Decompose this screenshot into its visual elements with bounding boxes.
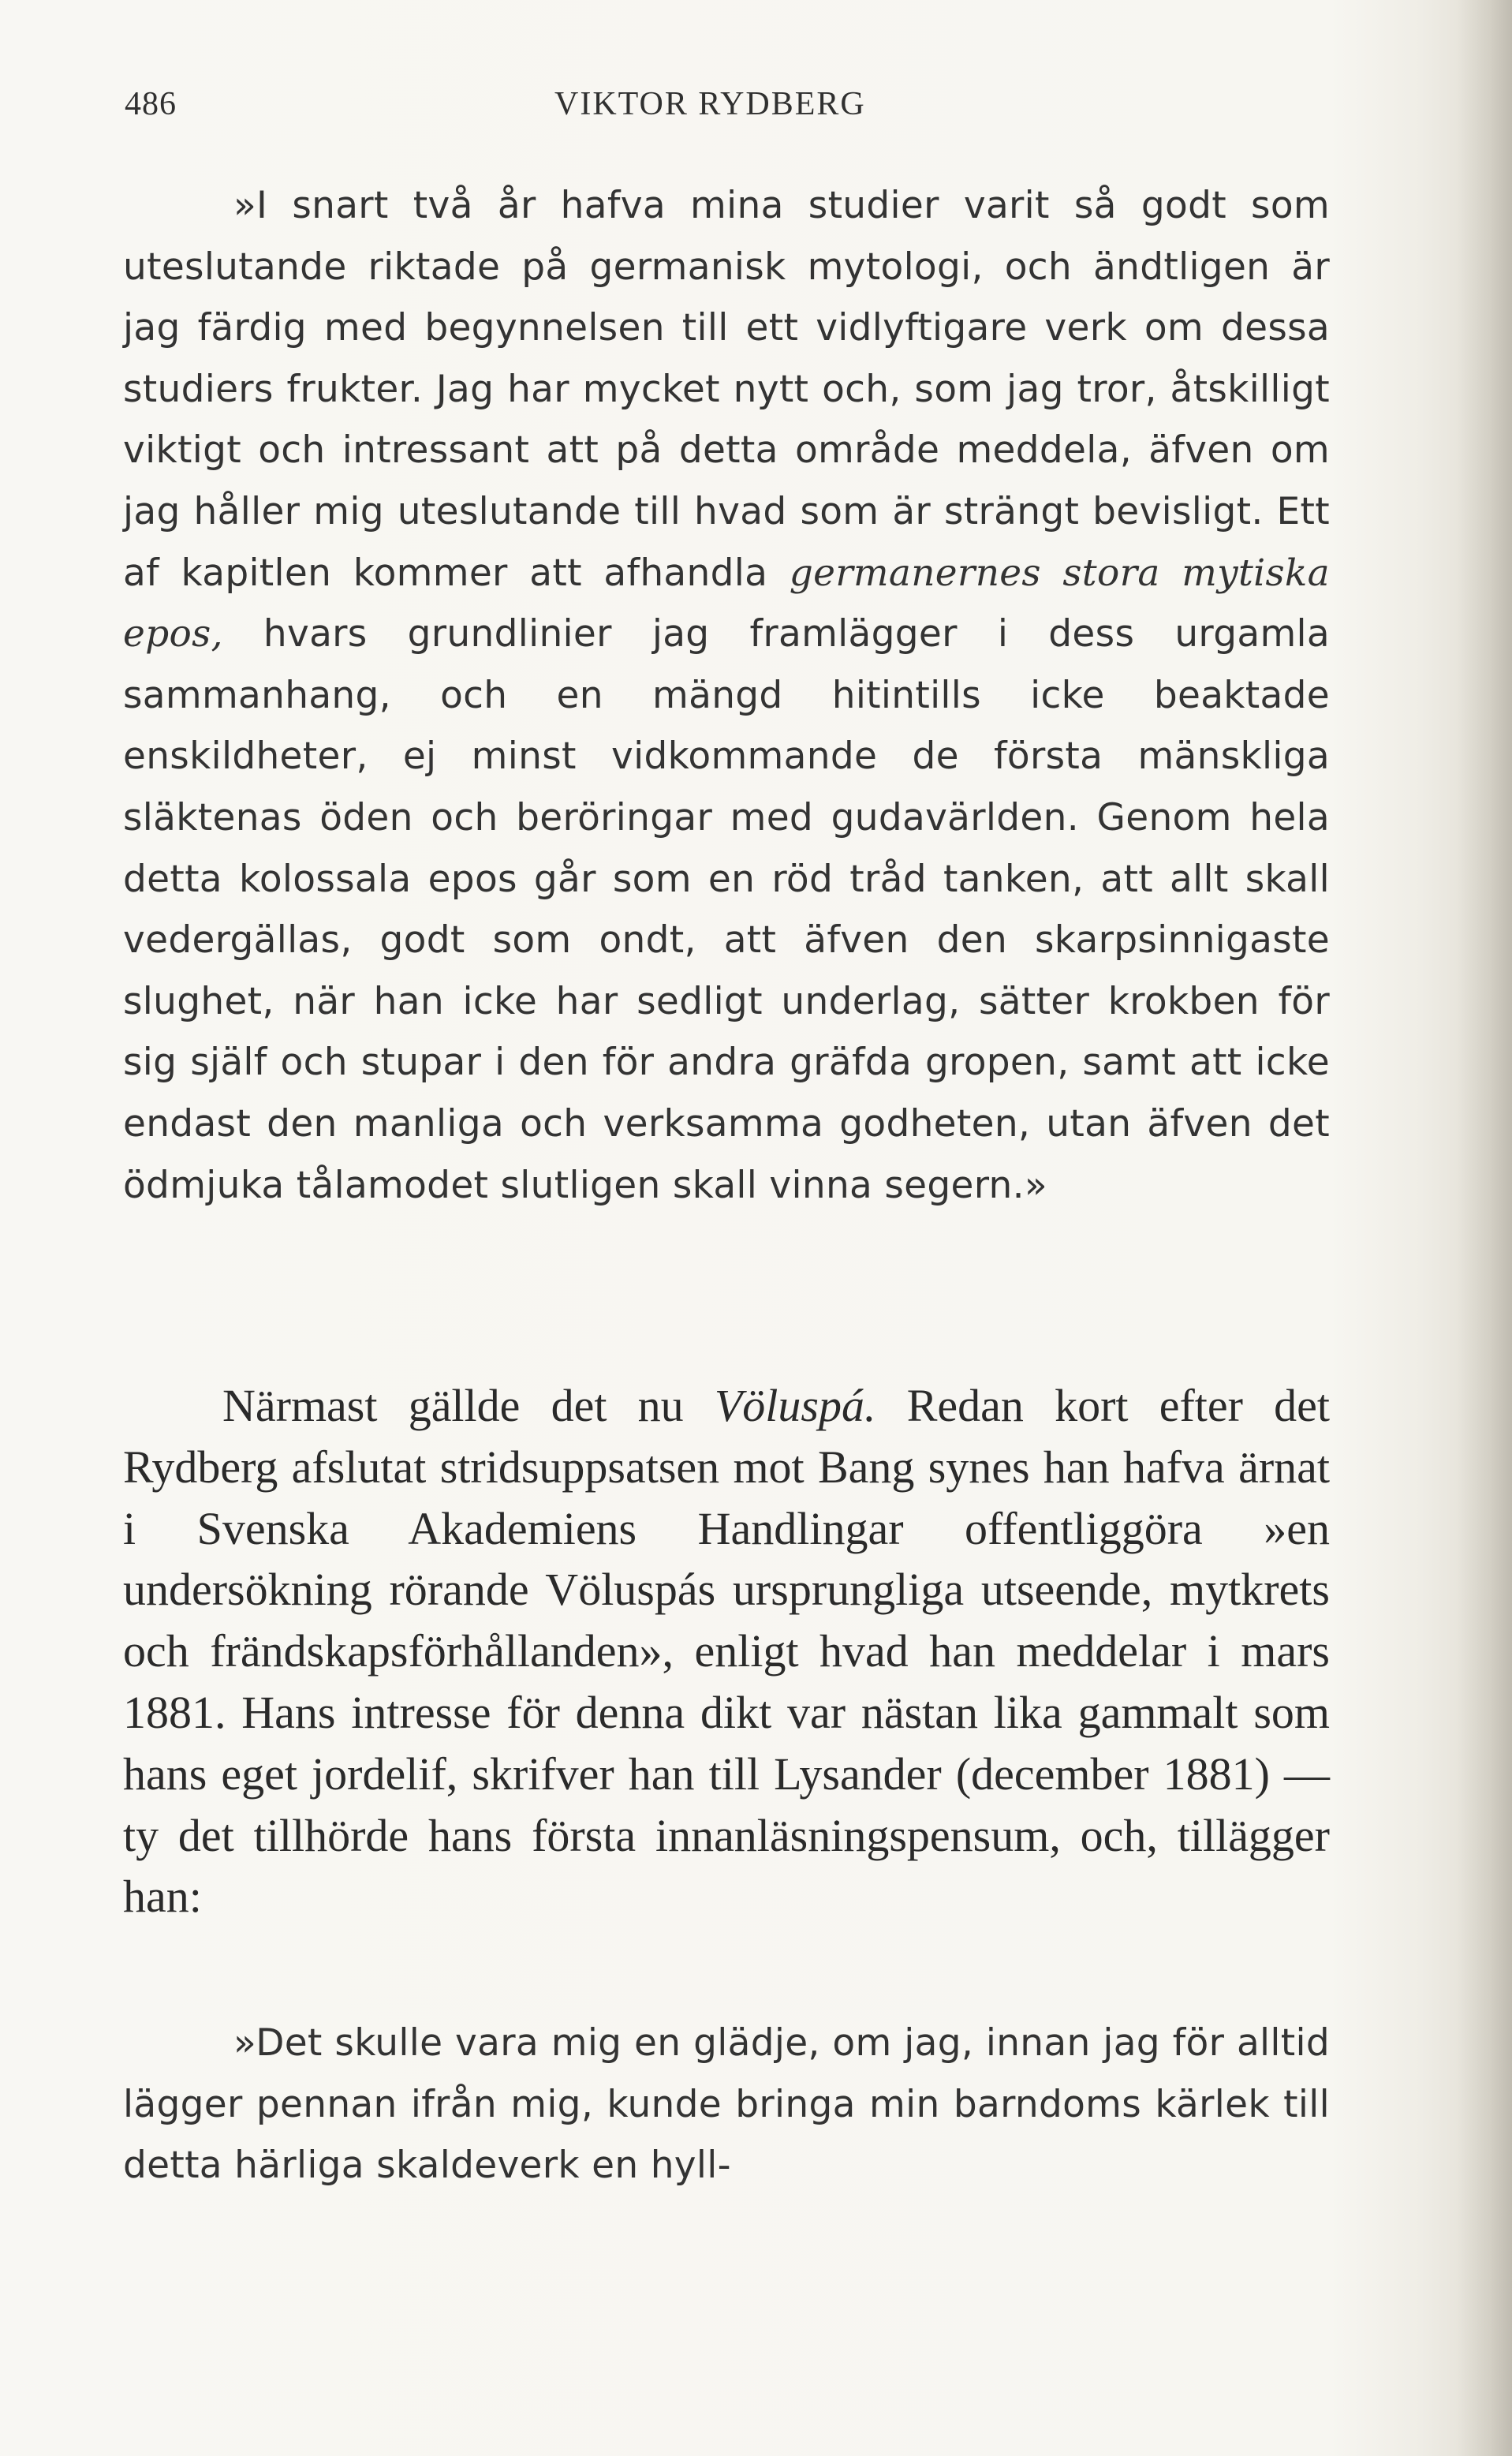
- body-paragraph: [123, 1375, 1330, 1927]
- body-paragraph-text: [123, 1375, 1330, 1927]
- quote-paragraph: [123, 175, 1330, 1216]
- body-italic-title: Völuspá.: [714, 1380, 876, 1431]
- quote-italic-phrase: germanernes stora mytiska epos,: [123, 551, 1330, 656]
- body-text-start: Närmast gällde det nu: [222, 1380, 715, 1431]
- letter-quote-1: [123, 175, 1330, 1216]
- body-text-end: Redan kort efter det Rydberg afslutat stridsuppsatsen mot Bang synes han hafva ärnat i Svenska Akademiens Handlingar offentliggöra »en undersökning rörande Völuspás ursprungliga utseende, mytkrets och frändskapsförhållanden», enligt hvad han meddelar i mars 1881. Hans intresse för denna dikt var nästan lika gammalt som hans eget jordelif, skrifver han till Lysander (december 1881) — ty det tillhörde hans första innanläsningspensum, och, tillägger han:: [123, 1380, 1330, 1923]
- quote-text-end: hvars grundlinier jag framlägger i dess urgamla sammanhang, och en mängd hitintills icke beaktade enskildheter, ej minst vidkommande de första mänskliga släktenas öden och beröringar med gudavärlden. Genom hela detta kolossala epos går som en röd tråd tanken, att allt skall vedergällas, godt som ondt, att äfven den skarpsinnigaste slughet, när han icke har sedligt underlag, sätter krokben för sig själf och stupar i den för andra gräfda gropen, samt att icke endast den manliga och verksamma godheten, utan äfven det ödmjuka tålamodet slutligen skall vinna segern.»: [123, 612, 1330, 1207]
- binding-shadow: [1457, 0, 1512, 2456]
- page-header: [125, 85, 1323, 133]
- running-head: VIKTOR RYDBERG: [554, 86, 866, 122]
- page-number: 486: [125, 86, 177, 122]
- letter-quote-2: [123, 2013, 1330, 2196]
- quote-2-paragraph: »Det skulle vara mig en glädje, om jag, innan jag för alltid lägger pennan ifrån mig, kunde bringa min barndoms kärlek till detta härliga skaldeverk en hyll-: [123, 2021, 1330, 2188]
- quote-text-start: »I snart två år hafva mina studier varit så godt som uteslutande riktade på germanisk mytologi, och ändtligen är jag färdig med begynnelsen till ett vidlyftigare verk om dessa studiers frukter. Jag har mycket nytt och, som jag tror, åtskilligt viktigt och intressant att på detta område meddela, äfven om jag håller mig uteslutande till hvad som är strängt bevisligt. Ett af kapitlen kommer att afhandla: [123, 184, 1330, 595]
